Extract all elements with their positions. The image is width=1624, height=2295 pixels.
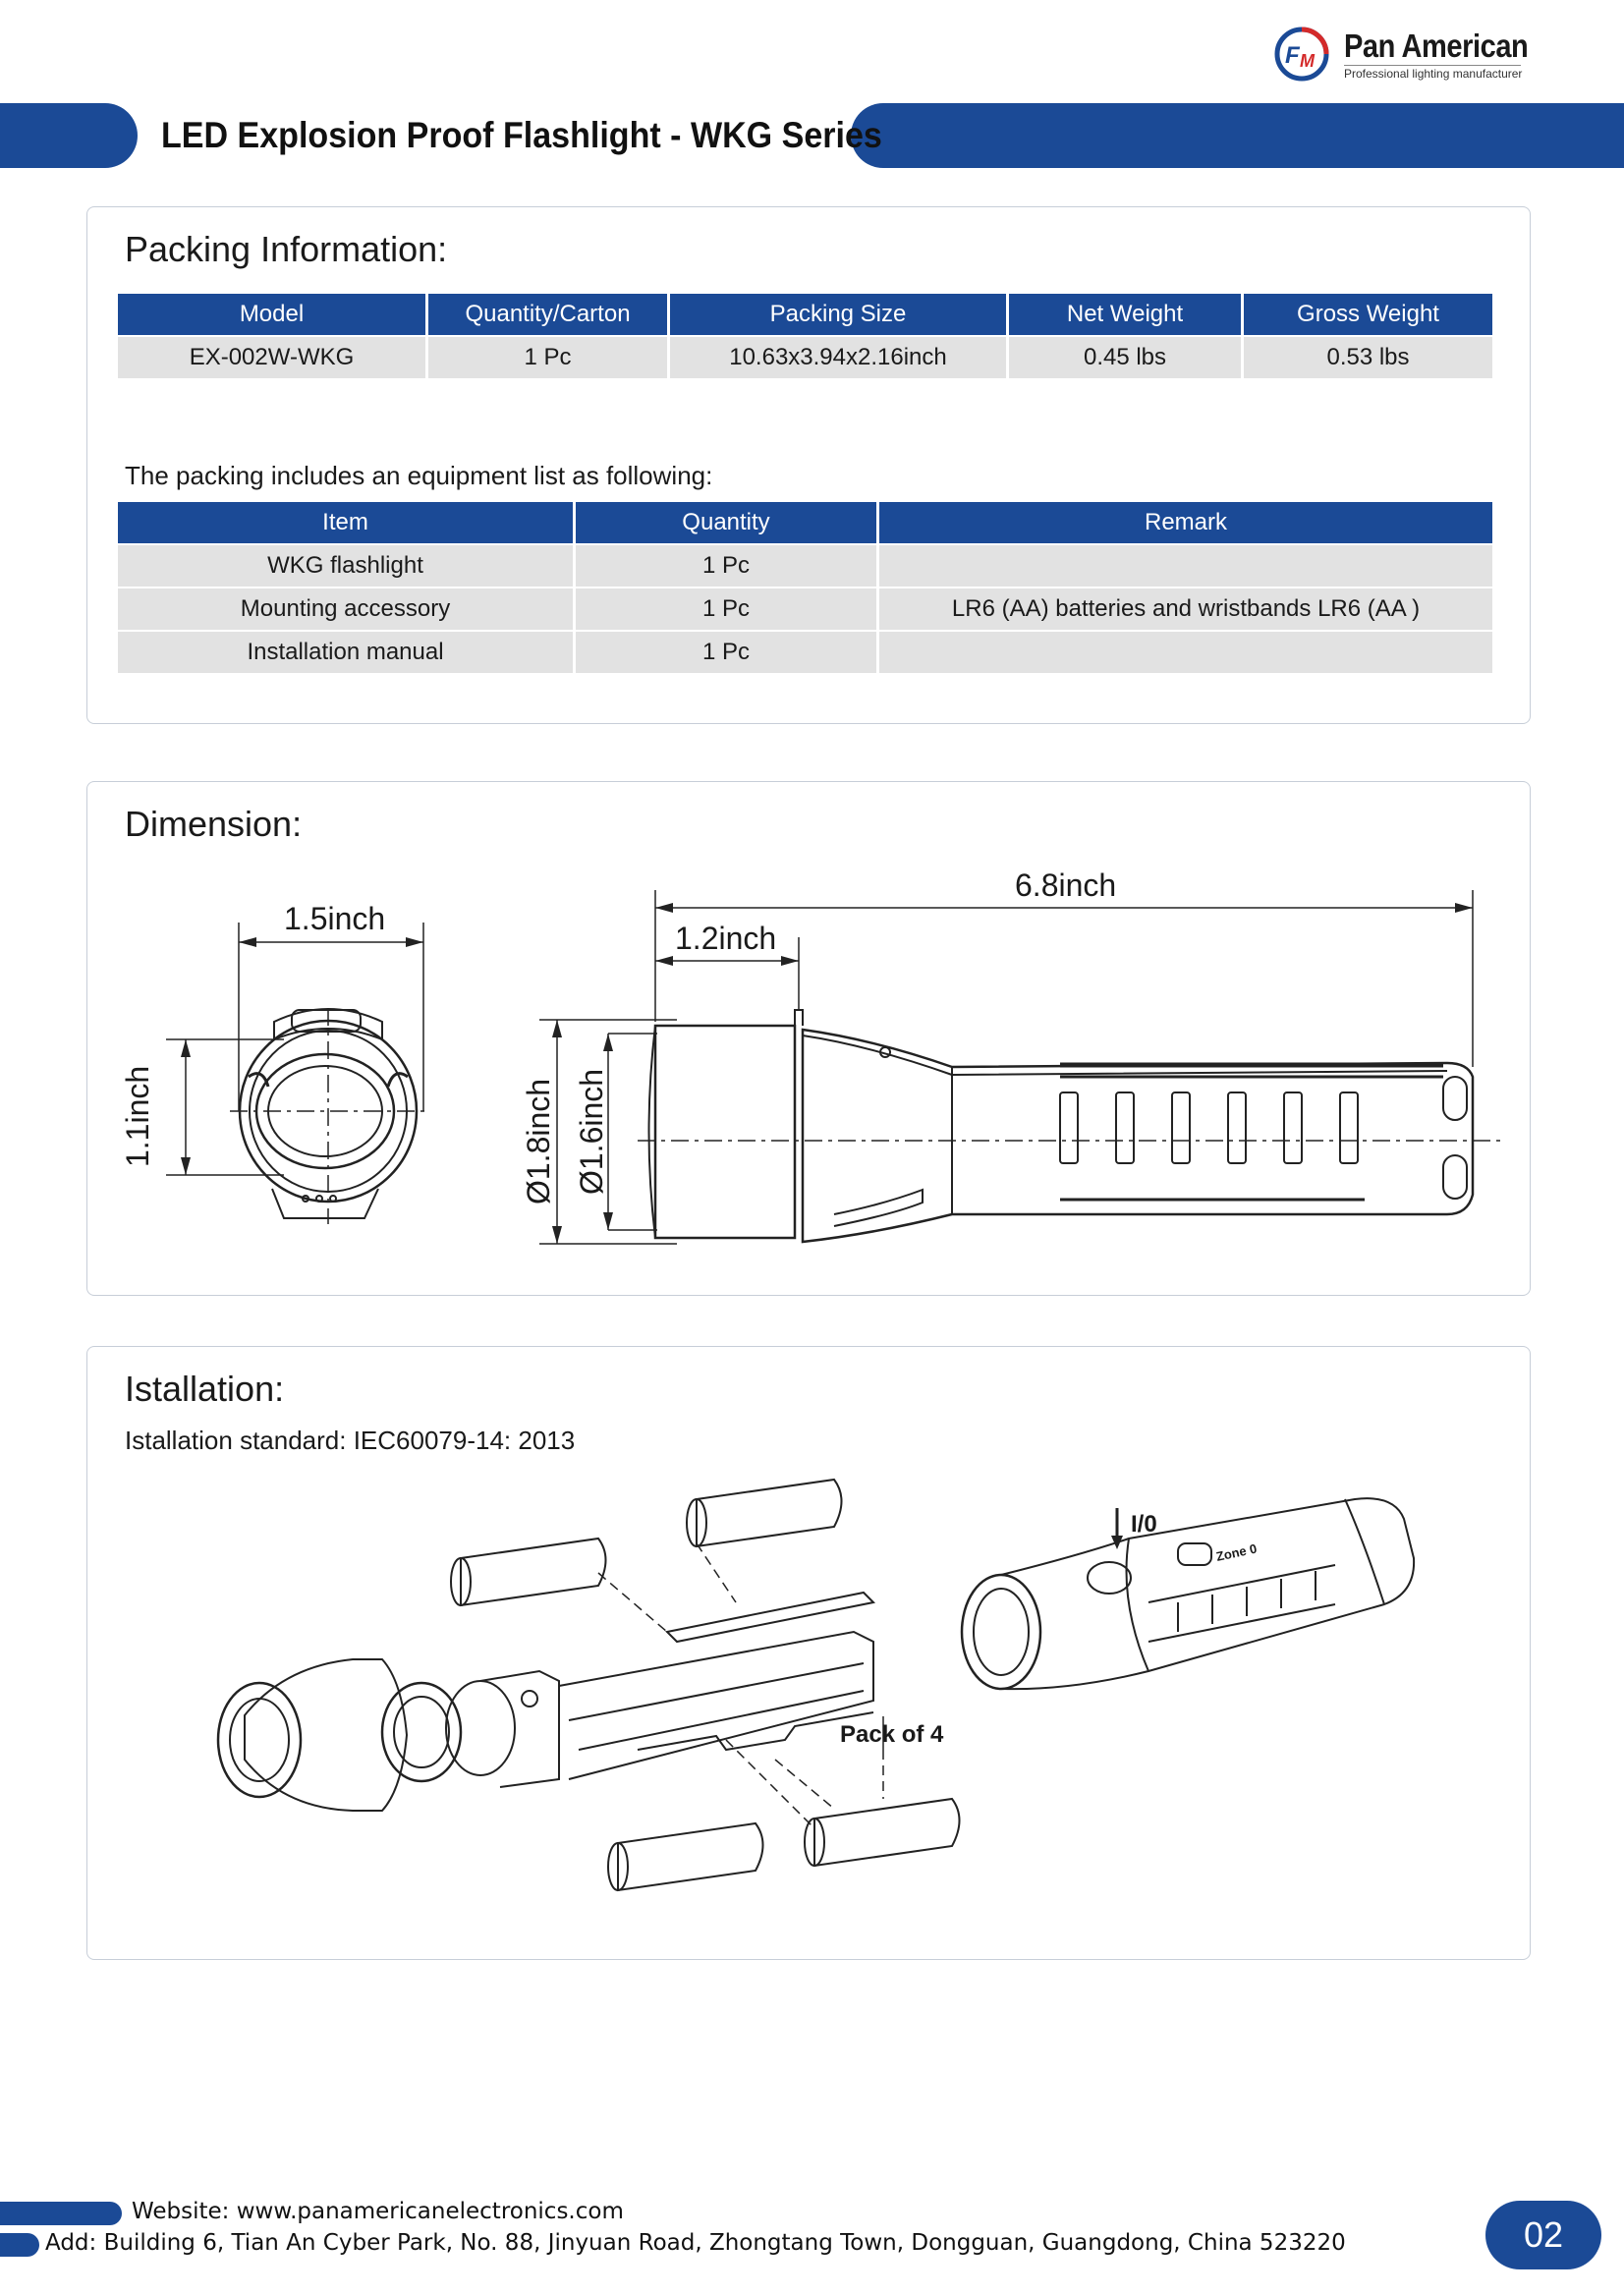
packing-cell: EX-002W-WKG xyxy=(118,337,425,378)
equipment-cell: LR6 (AA) batteries and wristbands LR6 (AA ) xyxy=(879,588,1492,630)
packing-header-cell: Model xyxy=(118,294,425,335)
installation-standard: Istallation standard: IEC60079-14: 2013 xyxy=(125,1426,576,1455)
dim-diameter-outer-label: Ø1.8inch xyxy=(521,1078,556,1204)
equipment-cell: 1 Pc xyxy=(576,545,876,587)
lens-ring-drawing xyxy=(382,1683,461,1781)
packing-header-cell: Net Weight xyxy=(1009,294,1241,335)
side-view-drawing xyxy=(649,1010,1474,1242)
table-row xyxy=(118,545,1492,587)
footer-bar xyxy=(0,2202,122,2225)
table-row xyxy=(118,632,1492,673)
dim-height-label: 1.1inch xyxy=(120,1065,155,1167)
dim-width-label: 1.5inch xyxy=(284,901,386,936)
dim-diameter-inner-label: Ø1.6inch xyxy=(574,1068,609,1195)
brand-name: Pan American xyxy=(1344,28,1529,64)
table-row xyxy=(118,588,1492,630)
footer-website: Website: www.panamericanelectronics.com xyxy=(132,2199,624,2224)
dim-length-label: 6.8inch xyxy=(1015,868,1117,903)
brand-divider xyxy=(1344,65,1521,66)
equipment-cell xyxy=(879,632,1492,673)
exploded-view-drawing xyxy=(87,1347,1532,1961)
page-number: 02 xyxy=(1485,2201,1601,2269)
installation-panel xyxy=(86,1346,1531,1960)
svg-text:M: M xyxy=(1300,51,1315,71)
packing-header-cell: Quantity/Carton xyxy=(428,294,667,335)
brand-logo-icon xyxy=(1273,26,1330,83)
equipment-header-cell: Remark xyxy=(879,502,1492,543)
equipment-intro: The packing includes an equipment list as following: xyxy=(125,461,713,490)
equipment-cell: Installation manual xyxy=(118,632,573,673)
packing-header-cell: Packing Size xyxy=(670,294,1006,335)
lens-cap-drawing xyxy=(218,1659,407,1811)
equipment-cell: 1 Pc xyxy=(576,632,876,673)
packing-header-row xyxy=(118,294,1492,335)
packing-cell: 0.45 lbs xyxy=(1009,337,1241,378)
packing-title: Packing Information: xyxy=(125,229,448,269)
equipment-cell: Mounting accessory xyxy=(118,588,573,630)
packing-table xyxy=(115,292,1495,380)
svg-text:F: F xyxy=(1285,42,1300,69)
dim-head-length-label: 1.2inch xyxy=(675,921,777,956)
pack-label: Pack of 4 xyxy=(840,1721,944,1748)
title-band-left xyxy=(0,103,138,168)
footer-address: Add: Building 6, Tian An Cyber Park, No. 88, Jinyuan Road, Zhongtang Town, Dongguan, Guangdong, China 523220 xyxy=(45,2230,1346,2256)
zone-label: Zone 0 xyxy=(1214,1540,1259,1564)
page-title: LED Explosion Proof Flashlight - WKG Series xyxy=(161,115,882,155)
dimension-drawing xyxy=(87,782,1532,1297)
batteries-drawing xyxy=(451,1480,960,1890)
packing-cell: 10.63x3.94x2.16inch xyxy=(670,337,1006,378)
equipment-cell xyxy=(879,545,1492,587)
packing-panel xyxy=(86,206,1531,724)
dimension-title: Dimension: xyxy=(125,804,303,844)
packing-cell: 0.53 lbs xyxy=(1244,337,1492,378)
brand-logo xyxy=(1273,22,1529,84)
equipment-cell: 1 Pc xyxy=(576,588,876,630)
flashlight-body-drawing xyxy=(962,1498,1414,1689)
battery-holder-drawing xyxy=(446,1593,873,1787)
dimension-panel xyxy=(86,781,1531,1296)
equipment-header-cell: Quantity xyxy=(576,502,876,543)
brand-tagline: Professional lighting manufacturer xyxy=(1344,67,1523,81)
switch-label: I/0 xyxy=(1131,1511,1157,1538)
installation-title: Istallation: xyxy=(125,1369,285,1409)
packing-header-cell: Gross Weight xyxy=(1244,294,1492,335)
equipment-cell: WKG flashlight xyxy=(118,545,573,587)
equipment-header-cell: Item xyxy=(118,502,573,543)
equipment-header-row xyxy=(118,502,1492,543)
equipment-table xyxy=(115,500,1495,675)
title-band-right xyxy=(851,103,1624,168)
footer-bar xyxy=(0,2233,39,2257)
packing-cell: 1 Pc xyxy=(428,337,667,378)
table-row xyxy=(118,337,1492,378)
